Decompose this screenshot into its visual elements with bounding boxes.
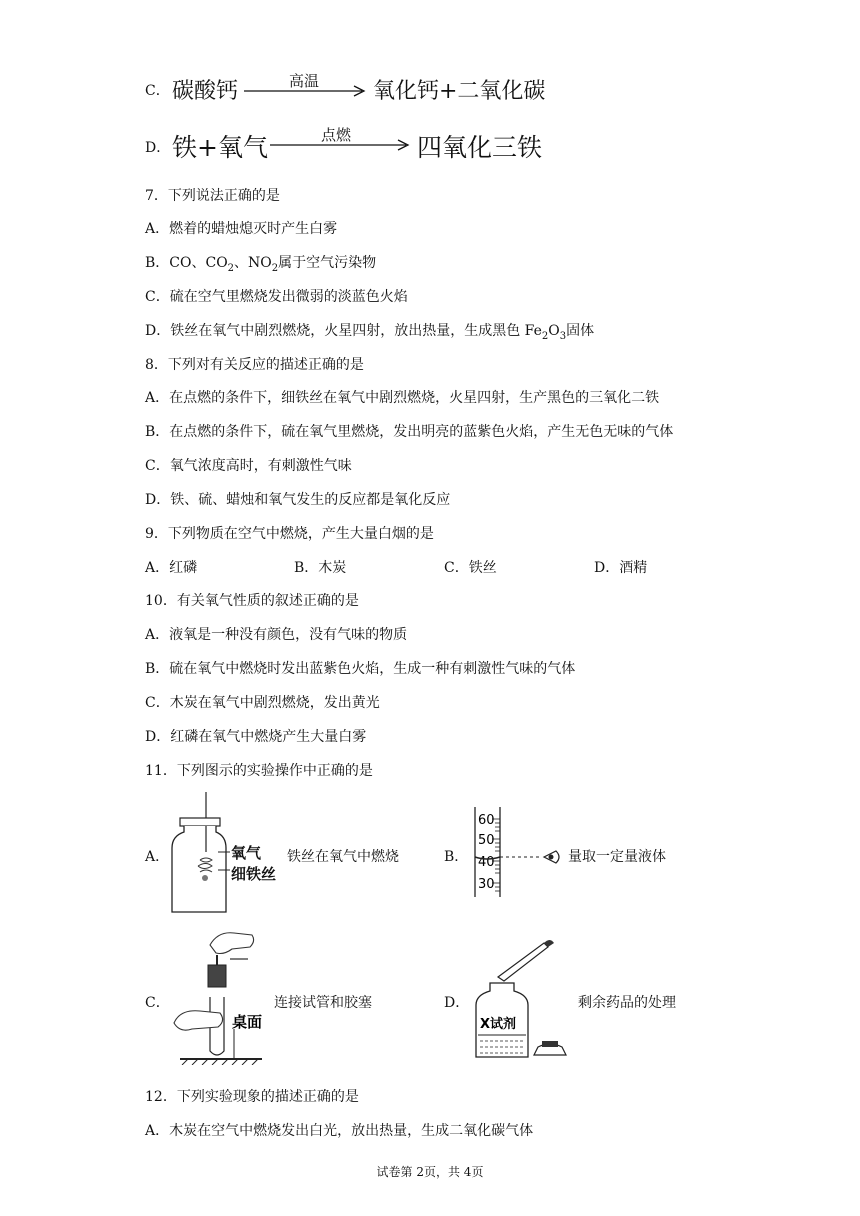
q11-a-caption: 铁丝在氧气中燃烧 [287, 849, 399, 865]
q11-d-figure [468, 935, 573, 1060]
q11-d-caption: 剩余药品的处理 [578, 995, 676, 1011]
q8-option-d: D．铁、硫、蜡烛和氧气发生的反应都是氧化反应 [145, 492, 451, 508]
q9-option-b: B．木炭 [294, 560, 347, 576]
q12-stem: 12．下列实验现象的描述正确的是 [145, 1089, 359, 1105]
eq-d-product: 四氧化三铁 [417, 133, 543, 162]
q11-d-label: D． [444, 995, 470, 1011]
q11-stem: 11．下列图示的实验操作中正确的是 [145, 763, 373, 779]
page-footer: 试卷第 2页，共 4页 [376, 1165, 484, 1179]
q11-b-tick-60: 60 [478, 813, 495, 828]
q7-option-b: B．CO、$CO_2$、$NO_2$属于空气污染物 [145, 255, 377, 274]
eq-d-label: D． [145, 140, 171, 156]
q7-option-a: A．燃着的蜡烛熄灭时产生白雾 [145, 221, 338, 237]
q10-option-a: A．液氧是一种没有颜色，没有气味的物质 [145, 627, 408, 643]
eq-c-reactant: 碳酸钙 [172, 79, 239, 104]
q10-stem: 10．有关氧气性质的叙述正确的是 [145, 593, 359, 609]
q10-option-c: C．木炭在氧气中剧烈燃烧，发出黄光 [145, 695, 380, 711]
eq-c-arrow [244, 84, 370, 98]
q8-option-c: C．氧气浓度高时，有刺激性气味 [145, 458, 352, 474]
q11-c-fig-desk-text: 桌面 [232, 1013, 263, 1031]
q11-c-label: C． [145, 995, 170, 1011]
q11-b-label: B． [444, 849, 469, 865]
q11-d-fig-reagent-text: X试剂 [480, 1017, 517, 1032]
q7-option-c: C．硫在空气里燃烧发出微弱的淡蓝色火焰 [145, 289, 408, 305]
q11-b-tick-50: 50 [478, 833, 495, 848]
q10-option-b: B．硫在氧气中燃烧时发出蓝紫色火焰，生成一种有刺激性气味的气体 [145, 661, 576, 677]
q11-a-fig-o2-text: 氧气 [231, 844, 262, 862]
q11-b-tick-30: 30 [478, 877, 495, 892]
eq-c-label: C． [145, 83, 170, 99]
eq-d-arrow [270, 138, 414, 152]
q11-a-fig-wire-text: 细铁丝 [231, 865, 277, 883]
eq-c-condition: 高温 [289, 72, 320, 90]
q11-b-tick-40: 40 [478, 855, 495, 870]
q12-option-a: A．木炭在空气中燃烧发出白光，放出热量，生成二氧化碳气体 [145, 1123, 534, 1139]
q11-c-caption: 连接试管和胶塞 [274, 995, 372, 1011]
q8-option-a: A．在点燃的条件下，细铁丝在氧气中剧烈燃烧，火星四射，生产黑色的三氧化二铁 [145, 390, 660, 406]
eq-d-reactant: 铁+氧气 [172, 133, 268, 162]
q11-a-label: A． [145, 849, 170, 865]
q9-option-a: A．红磷 [145, 560, 198, 576]
eq-d-condition: 点燃 [321, 126, 352, 144]
q9-stem: 9．下列物质在空气中燃烧，产生大量白烟的是 [145, 526, 434, 542]
q11-b-figure [470, 805, 565, 897]
q7-stem: 7．下列说法正确的是 [145, 188, 280, 204]
q8-option-b: B．在点燃的条件下，硫在氧气里燃烧，发出明亮的蓝紫色火焰，产生无色无味的气体 [145, 424, 674, 440]
q11-a-figure [168, 790, 283, 915]
q11-b-caption: 量取一定量液体 [568, 849, 666, 865]
q11-c-figure [170, 925, 275, 1065]
q8-stem: 8．下列对有关反应的描述正确的是 [145, 357, 364, 373]
q9-option-d: D．酒精 [594, 560, 648, 576]
eq-c-product: 氧化钙+二氧化碳 [373, 79, 546, 104]
q9-option-c: C．铁丝 [444, 560, 497, 576]
q7-option-d: D．铁丝在氧气中剧烈燃烧，火星四射，放出热量，生成黑色 $Fe_2O_3$固体 [145, 323, 595, 342]
q10-option-d: D．红磷在氧气中燃烧产生大量白雾 [145, 729, 367, 745]
